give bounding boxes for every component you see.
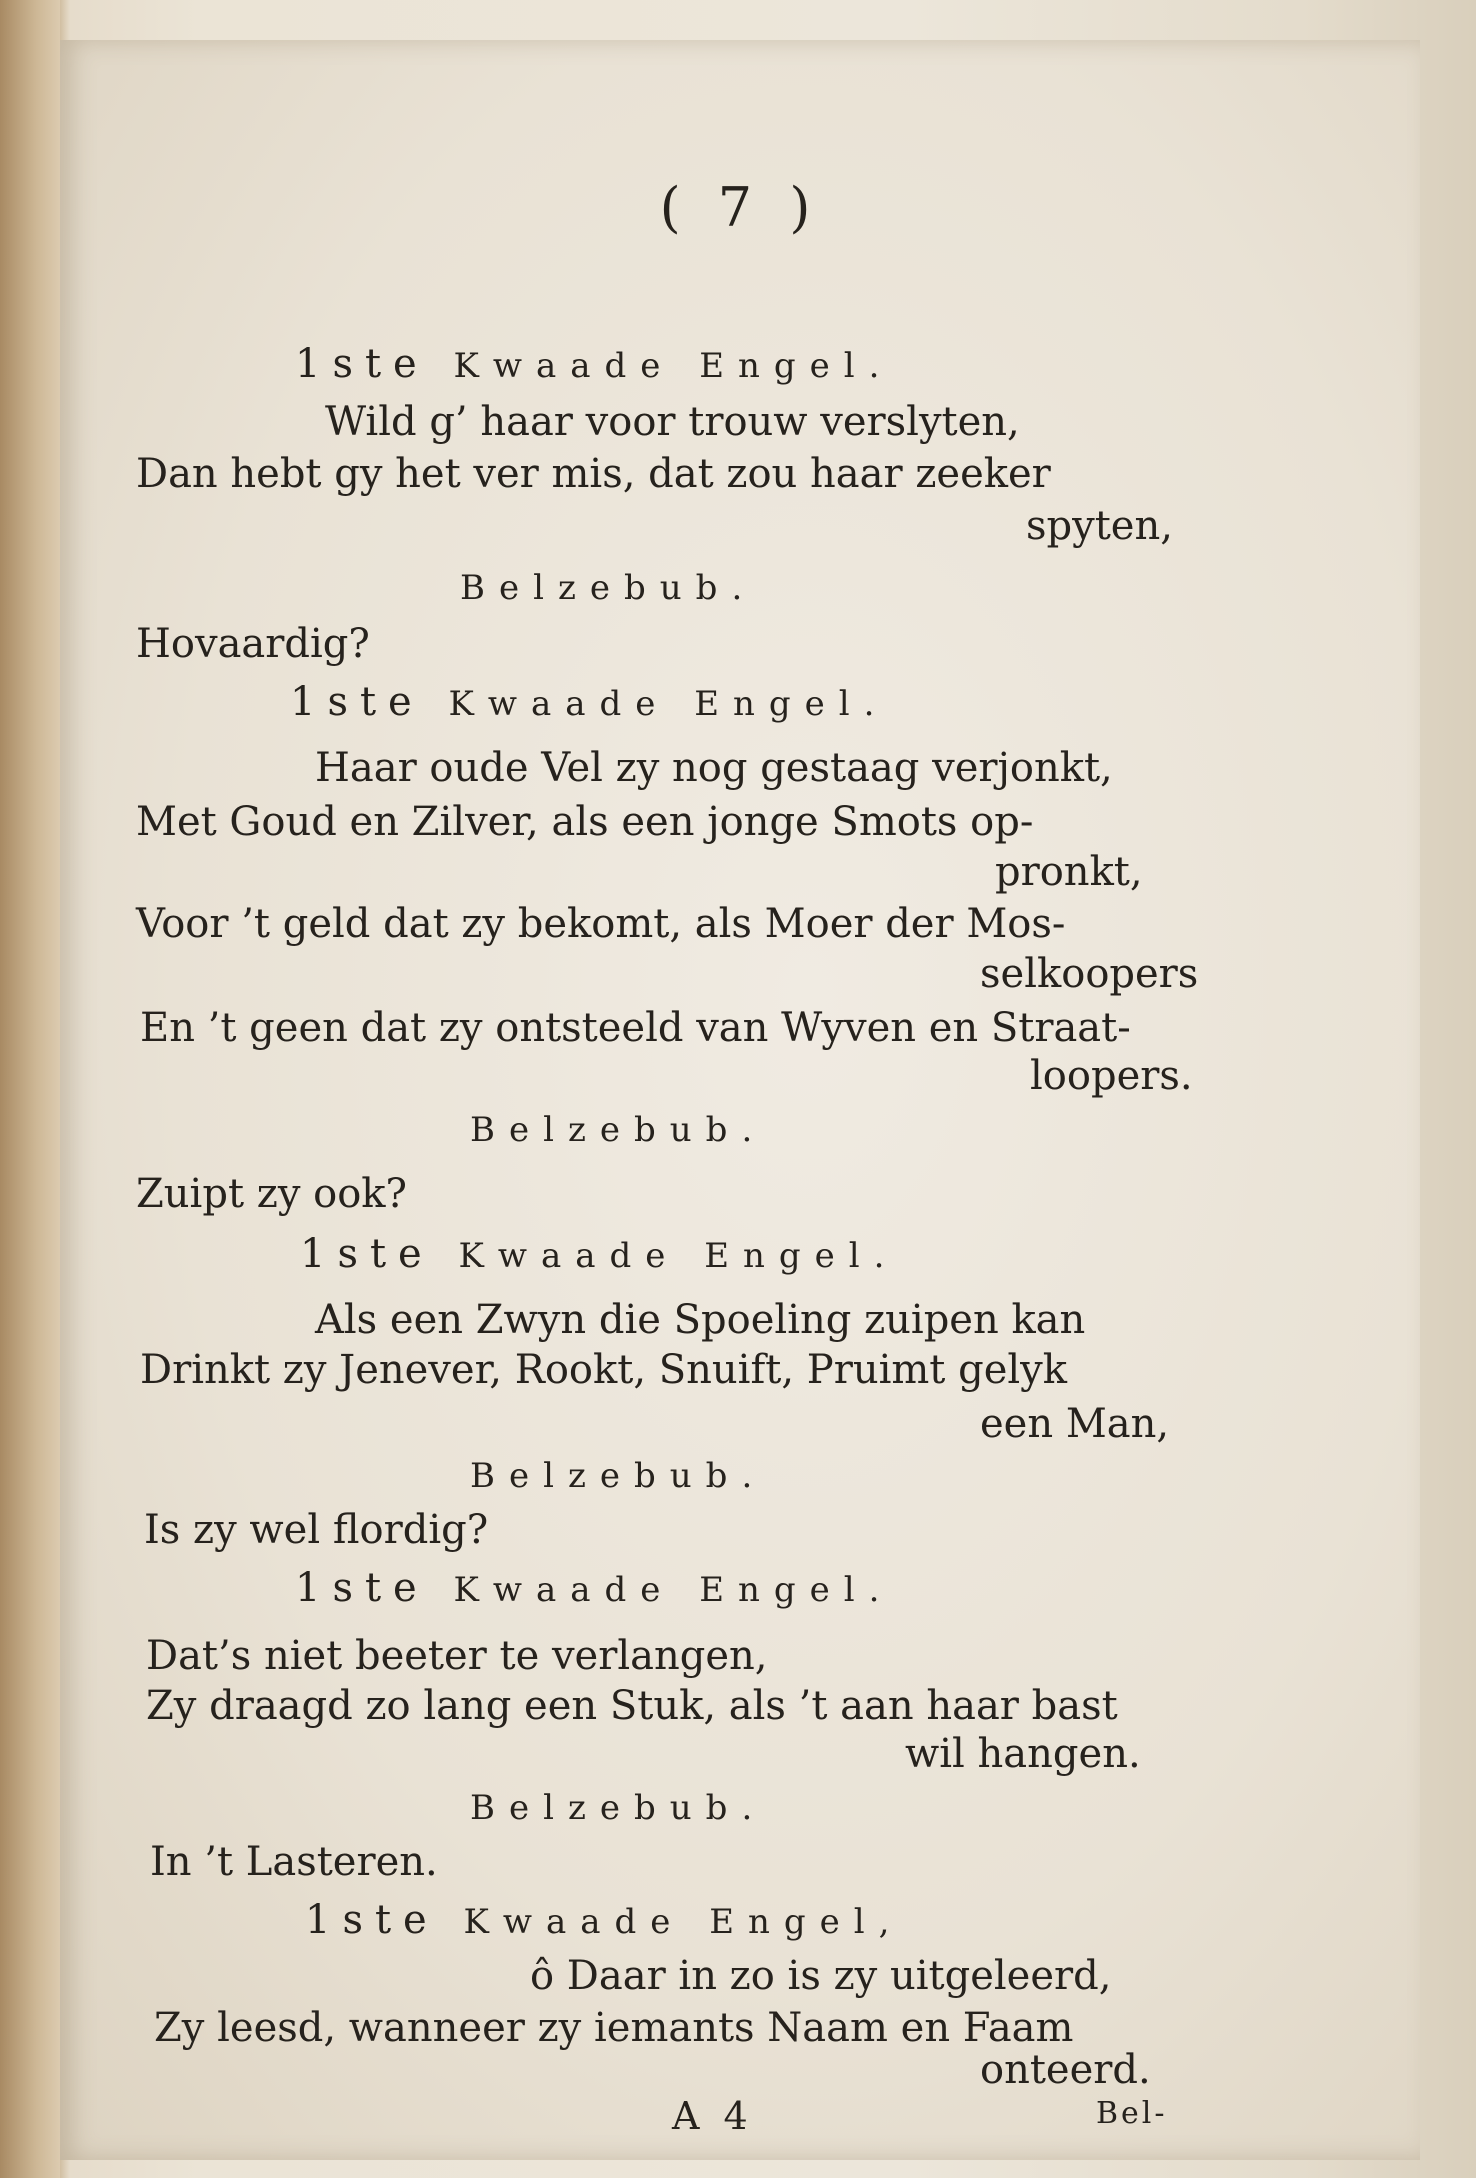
speaker-prefix: 1ste bbox=[305, 1897, 439, 1943]
signature-mark: A 4 bbox=[672, 2094, 754, 2138]
speaker-name: Belzebub. bbox=[470, 1788, 767, 1828]
verse-line: En ’t geen dat zy ontsteeld van Wyven en Straat- bbox=[140, 1005, 1131, 1051]
verse-line: Is zy wel flordig? bbox=[144, 1507, 489, 1553]
verse-line: spyten, bbox=[1026, 503, 1173, 549]
speaker-heading bbox=[470, 1104, 766, 1154]
book-page bbox=[60, 40, 1420, 2160]
verse-line: Dat’s niet beeter te verlangen, bbox=[146, 1633, 768, 1679]
speaker-heading bbox=[300, 1230, 898, 1280]
verse-line: In ’t Lasteren. bbox=[150, 1839, 438, 1885]
verse-line: Drinkt zy Jenever, Rookt, Snuift, Pruimt gelyk bbox=[140, 1347, 1067, 1393]
verse-line: wil hangen. bbox=[905, 1731, 1141, 1777]
verse-line: pronkt, bbox=[995, 849, 1143, 895]
speaker-heading bbox=[460, 562, 756, 612]
speaker-name: Kwaade Engel, bbox=[463, 1902, 904, 1942]
page-number: ( 7 ) bbox=[659, 176, 821, 239]
speaker-prefix: 1ste bbox=[300, 1231, 434, 1277]
verse-line: Zy draagd zo lang een Stuk, als ’t aan haar bast bbox=[146, 1683, 1118, 1729]
speaker-name: Kwaade Engel. bbox=[458, 1236, 899, 1276]
verse-line: Haar oude Vel zy nog gestaag verjonkt, bbox=[315, 745, 1113, 791]
verse-line: selkoopers bbox=[980, 951, 1199, 997]
speaker-name: Kwaade Engel. bbox=[448, 684, 889, 724]
verse-line: onteerd. bbox=[980, 2047, 1151, 2093]
speaker-name: Belzebub. bbox=[470, 1110, 767, 1150]
speaker-heading bbox=[295, 1564, 893, 1614]
verse-line: loopers. bbox=[1030, 1053, 1193, 1099]
speaker-heading bbox=[290, 678, 888, 728]
speaker-name: Belzebub. bbox=[460, 568, 757, 608]
speaker-heading bbox=[305, 1896, 903, 1946]
speaker-heading bbox=[470, 1782, 766, 1832]
verse-line: Zy leesd, wanneer zy iemants Naam en Faam bbox=[154, 2005, 1074, 2051]
speaker-name: Belzebub. bbox=[470, 1456, 767, 1496]
verse-line: Voor ’t geld dat zy bekomt, als Moer der Mos- bbox=[136, 901, 1066, 947]
speaker-prefix: 1ste bbox=[290, 679, 424, 725]
verse-line: Dan hebt gy het ver mis, dat zou haar zeeker bbox=[136, 451, 1051, 497]
verse-line: Zuipt zy ook? bbox=[136, 1171, 407, 1217]
page-text bbox=[60, 40, 1420, 2160]
verse-line: Als een Zwyn die Spoeling zuipen kan bbox=[315, 1297, 1086, 1343]
speaker-prefix: 1ste bbox=[295, 341, 429, 387]
book-gutter bbox=[0, 0, 60, 2178]
speaker-name: Kwaade Engel. bbox=[453, 1570, 894, 1610]
catchword: Bel- bbox=[1096, 2096, 1168, 2131]
verse-line: Met Goud en Zilver, als een jonge Smots op- bbox=[136, 799, 1034, 845]
speaker-heading bbox=[295, 340, 893, 390]
verse-line: Hovaardig? bbox=[136, 621, 370, 667]
verse-line: een Man, bbox=[980, 1401, 1170, 1447]
verse-line: Wild g’ haar voor trouw verslyten, bbox=[325, 399, 1020, 445]
speaker-name: Kwaade Engel. bbox=[453, 346, 894, 386]
speaker-prefix: 1ste bbox=[295, 1565, 429, 1611]
speaker-heading bbox=[470, 1450, 766, 1500]
verse-line: ô Daar in zo is zy uitgeleerd, bbox=[530, 1953, 1112, 1999]
